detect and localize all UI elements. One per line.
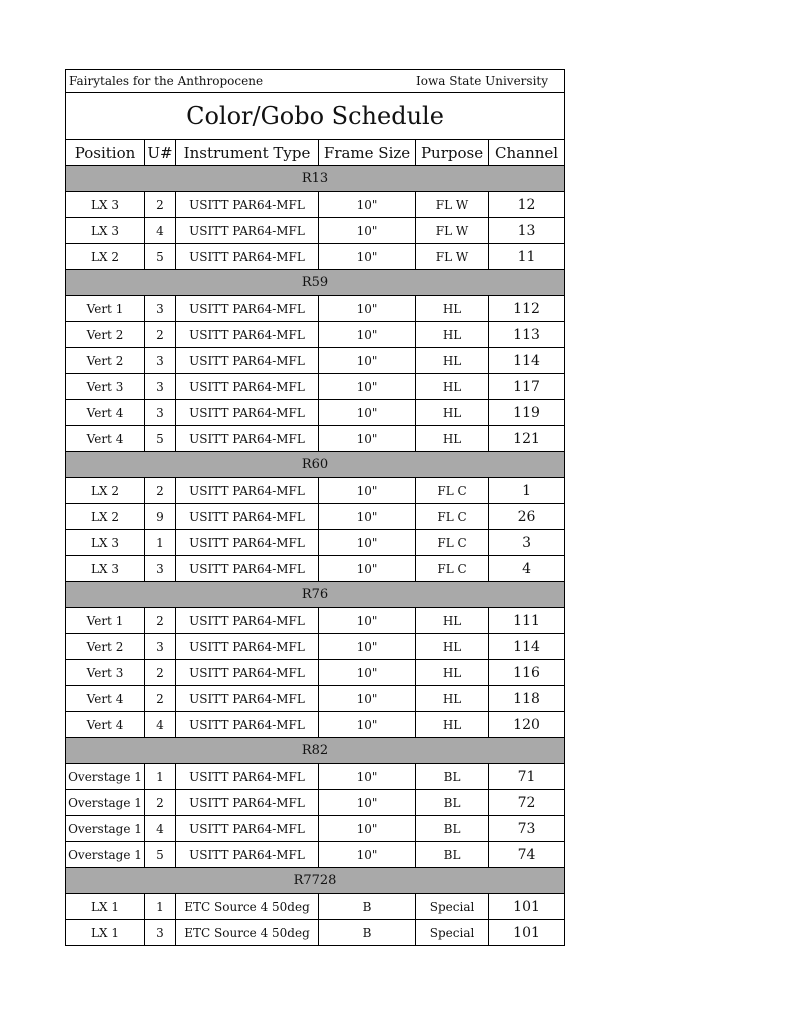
instrument-type-cell: USITT PAR64-MFL bbox=[176, 400, 319, 426]
table-row bbox=[66, 426, 565, 452]
channel-cell: 4 bbox=[489, 556, 565, 582]
color-group-header bbox=[66, 738, 565, 764]
frame-size-cell: 10" bbox=[319, 426, 416, 452]
purpose-cell: HL bbox=[416, 634, 489, 660]
purpose-cell: BL bbox=[416, 842, 489, 868]
purpose-cell: HL bbox=[416, 322, 489, 348]
instrument-type-cell: USITT PAR64-MFL bbox=[176, 348, 319, 374]
purpose-cell: Special bbox=[416, 894, 489, 920]
purpose-cell: HL bbox=[416, 712, 489, 738]
position-cell: Vert 2 bbox=[66, 322, 145, 348]
color-gel-label: R82 bbox=[66, 738, 565, 764]
purpose-cell: HL bbox=[416, 660, 489, 686]
color-group-header bbox=[66, 868, 565, 894]
unit-cell: 4 bbox=[145, 816, 176, 842]
channel-cell: 121 bbox=[489, 426, 565, 452]
unit-cell: 3 bbox=[145, 920, 176, 946]
position-cell: Overstage 1 bbox=[66, 790, 145, 816]
frame-size-cell: 10" bbox=[319, 530, 416, 556]
frame-size-cell: 10" bbox=[319, 686, 416, 712]
table-row bbox=[66, 608, 565, 634]
col-channel: Channel bbox=[489, 140, 565, 166]
unit-cell: 3 bbox=[145, 296, 176, 322]
table-row bbox=[66, 894, 565, 920]
instrument-type-cell: USITT PAR64-MFL bbox=[176, 764, 319, 790]
unit-cell: 5 bbox=[145, 842, 176, 868]
purpose-cell: FL C bbox=[416, 504, 489, 530]
channel-cell: 119 bbox=[489, 400, 565, 426]
instrument-type-cell: USITT PAR64-MFL bbox=[176, 556, 319, 582]
instrument-type-cell: USITT PAR64-MFL bbox=[176, 218, 319, 244]
instrument-type-cell: USITT PAR64-MFL bbox=[176, 634, 319, 660]
purpose-cell: Special bbox=[416, 920, 489, 946]
purpose-cell: HL bbox=[416, 348, 489, 374]
position-cell: Vert 1 bbox=[66, 608, 145, 634]
table-row bbox=[66, 322, 565, 348]
channel-cell: 11 bbox=[489, 244, 565, 270]
position-cell: Vert 1 bbox=[66, 296, 145, 322]
table-row bbox=[66, 790, 565, 816]
title-row bbox=[66, 93, 565, 140]
channel-cell: 101 bbox=[489, 894, 565, 920]
frame-size-cell: 10" bbox=[319, 556, 416, 582]
channel-cell: 120 bbox=[489, 712, 565, 738]
unit-cell: 3 bbox=[145, 348, 176, 374]
unit-cell: 2 bbox=[145, 478, 176, 504]
position-cell: Vert 2 bbox=[66, 634, 145, 660]
channel-cell: 101 bbox=[489, 920, 565, 946]
instrument-type-cell: USITT PAR64-MFL bbox=[176, 478, 319, 504]
color-gel-label: R60 bbox=[66, 452, 565, 478]
purpose-cell: FL C bbox=[416, 530, 489, 556]
channel-cell: 112 bbox=[489, 296, 565, 322]
unit-cell: 2 bbox=[145, 192, 176, 218]
instrument-type-cell: USITT PAR64-MFL bbox=[176, 374, 319, 400]
color-gel-label: R7728 bbox=[66, 868, 565, 894]
table-row bbox=[66, 920, 565, 946]
color-gel-label: R76 bbox=[66, 582, 565, 608]
frame-size-cell: 10" bbox=[319, 478, 416, 504]
color-group-header bbox=[66, 582, 565, 608]
table-row bbox=[66, 192, 565, 218]
col-position: Position bbox=[66, 140, 145, 166]
channel-cell: 114 bbox=[489, 634, 565, 660]
unit-cell: 3 bbox=[145, 634, 176, 660]
channel-cell: 113 bbox=[489, 322, 565, 348]
frame-size-cell: 10" bbox=[319, 348, 416, 374]
purpose-cell: FL W bbox=[416, 218, 489, 244]
instrument-type-cell: USITT PAR64-MFL bbox=[176, 426, 319, 452]
position-cell: LX 2 bbox=[66, 244, 145, 270]
instrument-type-cell: USITT PAR64-MFL bbox=[176, 608, 319, 634]
unit-cell: 2 bbox=[145, 686, 176, 712]
position-cell: LX 3 bbox=[66, 530, 145, 556]
channel-cell: 118 bbox=[489, 686, 565, 712]
position-cell: Vert 4 bbox=[66, 426, 145, 452]
purpose-cell: BL bbox=[416, 764, 489, 790]
position-cell: LX 2 bbox=[66, 478, 145, 504]
col-frame-size: Frame Size bbox=[319, 140, 416, 166]
frame-size-cell: 10" bbox=[319, 374, 416, 400]
table-row bbox=[66, 374, 565, 400]
unit-cell: 3 bbox=[145, 374, 176, 400]
frame-size-cell: 10" bbox=[319, 322, 416, 348]
position-cell: LX 2 bbox=[66, 504, 145, 530]
unit-cell: 2 bbox=[145, 608, 176, 634]
unit-cell: 1 bbox=[145, 894, 176, 920]
table-row bbox=[66, 530, 565, 556]
position-cell: Vert 4 bbox=[66, 400, 145, 426]
table-row bbox=[66, 348, 565, 374]
color-gel-label: R13 bbox=[66, 166, 565, 192]
unit-cell: 3 bbox=[145, 400, 176, 426]
channel-cell: 3 bbox=[489, 530, 565, 556]
school-name: Iowa State University bbox=[319, 70, 565, 93]
position-cell: Vert 3 bbox=[66, 374, 145, 400]
position-cell: Vert 4 bbox=[66, 686, 145, 712]
channel-cell: 116 bbox=[489, 660, 565, 686]
frame-size-cell: 10" bbox=[319, 816, 416, 842]
channel-cell: 12 bbox=[489, 192, 565, 218]
position-cell: Vert 3 bbox=[66, 660, 145, 686]
color-group-header bbox=[66, 270, 565, 296]
col-instrument-type: Instrument Type bbox=[176, 140, 319, 166]
color-group-header bbox=[66, 166, 565, 192]
purpose-cell: HL bbox=[416, 374, 489, 400]
table-row bbox=[66, 400, 565, 426]
unit-cell: 3 bbox=[145, 556, 176, 582]
position-cell: Vert 4 bbox=[66, 712, 145, 738]
frame-size-cell: B bbox=[319, 894, 416, 920]
unit-cell: 1 bbox=[145, 764, 176, 790]
column-header-row bbox=[66, 140, 565, 166]
purpose-cell: FL C bbox=[416, 556, 489, 582]
instrument-type-cell: USITT PAR64-MFL bbox=[176, 660, 319, 686]
channel-cell: 117 bbox=[489, 374, 565, 400]
instrument-type-cell: USITT PAR64-MFL bbox=[176, 842, 319, 868]
position-cell: Overstage 1 bbox=[66, 816, 145, 842]
channel-cell: 71 bbox=[489, 764, 565, 790]
col-purpose: Purpose bbox=[416, 140, 489, 166]
color-group-header bbox=[66, 452, 565, 478]
table-row bbox=[66, 296, 565, 322]
table-row bbox=[66, 842, 565, 868]
position-cell: LX 3 bbox=[66, 556, 145, 582]
instrument-type-cell: USITT PAR64-MFL bbox=[176, 712, 319, 738]
purpose-cell: HL bbox=[416, 426, 489, 452]
instrument-type-cell: ETC Source 4 50deg bbox=[176, 920, 319, 946]
frame-size-cell: 10" bbox=[319, 608, 416, 634]
instrument-type-cell: USITT PAR64-MFL bbox=[176, 244, 319, 270]
channel-cell: 114 bbox=[489, 348, 565, 374]
frame-size-cell: 10" bbox=[319, 504, 416, 530]
frame-size-cell: 10" bbox=[319, 764, 416, 790]
table-row bbox=[66, 478, 565, 504]
position-cell: Vert 2 bbox=[66, 348, 145, 374]
schedule-body bbox=[66, 166, 565, 946]
unit-cell: 4 bbox=[145, 712, 176, 738]
purpose-cell: HL bbox=[416, 686, 489, 712]
position-cell: Overstage 1 bbox=[66, 842, 145, 868]
channel-cell: 74 bbox=[489, 842, 565, 868]
table-row bbox=[66, 764, 565, 790]
color-gobo-schedule bbox=[65, 69, 564, 946]
col-unit: U# bbox=[145, 140, 176, 166]
table-row bbox=[66, 816, 565, 842]
channel-cell: 72 bbox=[489, 790, 565, 816]
instrument-type-cell: USITT PAR64-MFL bbox=[176, 504, 319, 530]
instrument-type-cell: USITT PAR64-MFL bbox=[176, 530, 319, 556]
schedule-table bbox=[65, 69, 565, 946]
header-row bbox=[66, 70, 565, 93]
channel-cell: 13 bbox=[489, 218, 565, 244]
position-cell: LX 1 bbox=[66, 894, 145, 920]
frame-size-cell: 10" bbox=[319, 712, 416, 738]
channel-cell: 73 bbox=[489, 816, 565, 842]
table-row bbox=[66, 244, 565, 270]
instrument-type-cell: USITT PAR64-MFL bbox=[176, 296, 319, 322]
instrument-type-cell: USITT PAR64-MFL bbox=[176, 192, 319, 218]
table-row bbox=[66, 556, 565, 582]
purpose-cell: HL bbox=[416, 608, 489, 634]
show-title: Fairytales for the Anthropocene bbox=[66, 70, 319, 93]
frame-size-cell: 10" bbox=[319, 218, 416, 244]
page-title: Color/Gobo Schedule bbox=[66, 93, 565, 140]
unit-cell: 5 bbox=[145, 426, 176, 452]
instrument-type-cell: USITT PAR64-MFL bbox=[176, 816, 319, 842]
purpose-cell: FL C bbox=[416, 478, 489, 504]
purpose-cell: BL bbox=[416, 816, 489, 842]
frame-size-cell: 10" bbox=[319, 660, 416, 686]
frame-size-cell: 10" bbox=[319, 842, 416, 868]
channel-cell: 1 bbox=[489, 478, 565, 504]
table-row bbox=[66, 504, 565, 530]
instrument-type-cell: USITT PAR64-MFL bbox=[176, 322, 319, 348]
table-row bbox=[66, 634, 565, 660]
frame-size-cell: 10" bbox=[319, 400, 416, 426]
frame-size-cell: 10" bbox=[319, 790, 416, 816]
table-row bbox=[66, 686, 565, 712]
purpose-cell: FL W bbox=[416, 244, 489, 270]
unit-cell: 9 bbox=[145, 504, 176, 530]
frame-size-cell: 10" bbox=[319, 244, 416, 270]
purpose-cell: BL bbox=[416, 790, 489, 816]
unit-cell: 2 bbox=[145, 322, 176, 348]
instrument-type-cell: USITT PAR64-MFL bbox=[176, 790, 319, 816]
purpose-cell: FL W bbox=[416, 192, 489, 218]
unit-cell: 2 bbox=[145, 790, 176, 816]
position-cell: LX 3 bbox=[66, 218, 145, 244]
unit-cell: 4 bbox=[145, 218, 176, 244]
position-cell: LX 3 bbox=[66, 192, 145, 218]
channel-cell: 26 bbox=[489, 504, 565, 530]
table-row bbox=[66, 660, 565, 686]
instrument-type-cell: ETC Source 4 50deg bbox=[176, 894, 319, 920]
frame-size-cell: 10" bbox=[319, 296, 416, 322]
table-row bbox=[66, 218, 565, 244]
instrument-type-cell: USITT PAR64-MFL bbox=[176, 686, 319, 712]
color-gel-label: R59 bbox=[66, 270, 565, 296]
frame-size-cell: 10" bbox=[319, 192, 416, 218]
unit-cell: 5 bbox=[145, 244, 176, 270]
position-cell: LX 1 bbox=[66, 920, 145, 946]
channel-cell: 111 bbox=[489, 608, 565, 634]
purpose-cell: HL bbox=[416, 400, 489, 426]
frame-size-cell: 10" bbox=[319, 634, 416, 660]
frame-size-cell: B bbox=[319, 920, 416, 946]
position-cell: Overstage 1 bbox=[66, 764, 145, 790]
unit-cell: 2 bbox=[145, 660, 176, 686]
table-row bbox=[66, 712, 565, 738]
unit-cell: 1 bbox=[145, 530, 176, 556]
purpose-cell: HL bbox=[416, 296, 489, 322]
